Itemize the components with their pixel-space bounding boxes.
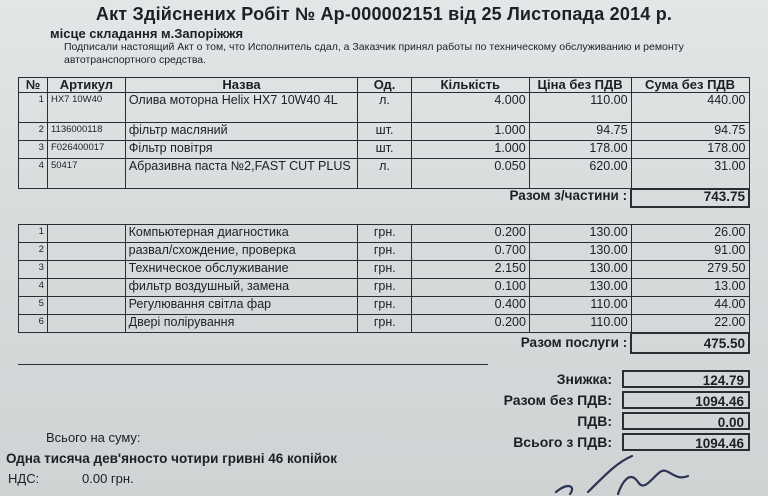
table-row xyxy=(19,123,750,141)
discount-value: 124.79 xyxy=(622,370,750,388)
goods-table xyxy=(18,77,750,208)
row-qty: 0.050 xyxy=(411,159,529,189)
row-price: 110.00 xyxy=(529,315,631,333)
signature-icon xyxy=(548,452,748,496)
row-qty: 1.000 xyxy=(411,141,529,159)
row-unit: шт. xyxy=(358,123,412,141)
row-no: 4 xyxy=(19,159,48,189)
col-header-name: Назва xyxy=(125,78,357,93)
row-article xyxy=(47,261,125,279)
row-qty: 0.200 xyxy=(412,225,530,243)
row-name: Олива моторна Helix HX7 10W40 4L xyxy=(125,93,357,123)
total-label: Всього з ПДВ: xyxy=(513,434,612,450)
table-row xyxy=(19,141,750,159)
row-article xyxy=(47,243,125,261)
row-price: 178.00 xyxy=(529,141,631,159)
row-qty: 2.150 xyxy=(412,261,530,279)
row-unit: шт. xyxy=(358,141,412,159)
row-article xyxy=(47,279,125,297)
row-unit: л. xyxy=(358,93,412,123)
row-name: Компьютерная диагностика xyxy=(125,225,358,243)
row-article xyxy=(47,315,125,333)
no-vat-label: Разом без ПДВ: xyxy=(503,392,612,408)
place-of-issue: місце складання м.Запоріжжя xyxy=(50,26,244,41)
row-unit: грн. xyxy=(358,315,412,333)
services-total-label: Разом послуги : xyxy=(520,335,628,350)
row-name: Двері полірування xyxy=(125,315,358,333)
vat-value: 0.00 xyxy=(622,412,750,430)
services-total-value: 475.50 xyxy=(631,333,749,353)
nds-label: НДС: xyxy=(8,471,40,486)
col-header-qty: Кількість xyxy=(411,78,529,93)
row-article xyxy=(47,225,125,243)
row-qty: 1.000 xyxy=(411,123,529,141)
table-row xyxy=(19,225,750,243)
row-no: 6 xyxy=(19,315,48,333)
intro-text: Подписали настоящий Акт о том, что Исполнитель сдал, а Заказчик принял работы по техническому обслуживанию и ремонту автотранспортного средства. xyxy=(64,41,684,66)
row-sum: 13.00 xyxy=(631,279,749,297)
row-no: 5 xyxy=(19,297,48,315)
row-no: 3 xyxy=(19,261,48,279)
row-qty: 4.000 xyxy=(411,93,529,123)
row-qty: 0.200 xyxy=(412,315,530,333)
nds-value: 0.00 грн. xyxy=(82,471,134,486)
row-sum: 44.00 xyxy=(631,297,749,315)
row-no: 4 xyxy=(19,279,48,297)
row-price: 620.00 xyxy=(529,159,631,189)
row-price: 110.00 xyxy=(529,93,631,123)
table-row xyxy=(19,279,750,297)
goods-total-row xyxy=(19,189,750,207)
no-vat-value: 1094.46 xyxy=(622,391,750,409)
goods-total-value: 743.75 xyxy=(631,189,749,207)
row-sum: 22.00 xyxy=(631,315,749,333)
row-article: 1136000118 xyxy=(47,123,125,141)
row-no: 3 xyxy=(19,141,48,159)
row-name: фільтр масляний xyxy=(125,123,357,141)
row-no: 1 xyxy=(19,225,48,243)
vat-label: ПДВ: xyxy=(577,413,612,429)
row-price: 110.00 xyxy=(529,297,631,315)
row-unit: грн. xyxy=(358,261,412,279)
sum-in-words: Одна тисяча дев'яносто чотири гривні 46 копійок xyxy=(6,451,338,466)
row-qty: 0.400 xyxy=(412,297,530,315)
goods-total-label: Разом з/частини : xyxy=(509,188,628,203)
col-header-unit: Од. xyxy=(358,78,412,93)
row-sum: 178.00 xyxy=(631,141,749,159)
divider-line xyxy=(18,364,488,365)
row-sum: 31.00 xyxy=(631,159,749,189)
row-price: 94.75 xyxy=(529,123,631,141)
table-row xyxy=(19,93,750,123)
row-sum: 91.00 xyxy=(631,243,749,261)
sum-caption: Всього на суму: xyxy=(46,430,141,445)
document-title: Акт Здійснених Робіт № Ар-000002151 від 25 Листопада 2014 р. xyxy=(95,4,673,24)
col-header-sum: Сума без ПДВ xyxy=(631,78,749,93)
row-name: Техническое обслуживание xyxy=(125,261,358,279)
services-total-row xyxy=(19,333,750,353)
row-unit: грн. xyxy=(358,243,412,261)
row-name: Регулювання світла фар xyxy=(125,297,358,315)
row-name: развал/схождение, проверка xyxy=(125,243,358,261)
row-article xyxy=(47,297,125,315)
services-table xyxy=(18,224,750,354)
row-unit: грн. xyxy=(358,297,412,315)
table-row xyxy=(19,159,750,189)
goods-header-row xyxy=(19,78,750,93)
table-row xyxy=(19,261,750,279)
row-name: Фільтр повітря xyxy=(125,141,357,159)
row-price: 130.00 xyxy=(529,225,631,243)
row-article: HX7 10W40 xyxy=(47,93,125,123)
row-qty: 0.700 xyxy=(412,243,530,261)
row-no: 2 xyxy=(19,243,48,261)
row-unit: грн. xyxy=(358,225,412,243)
row-unit: грн. xyxy=(358,279,412,297)
col-header-no: № xyxy=(19,78,48,93)
row-article: F026400017 xyxy=(47,141,125,159)
table-row xyxy=(19,315,750,333)
row-no: 2 xyxy=(19,123,48,141)
row-name: фильтр воздушный, замена xyxy=(125,279,358,297)
row-name: Абразивна паста №2,FAST CUT PLUS xyxy=(125,159,357,189)
row-no: 1 xyxy=(19,93,48,123)
row-sum: 94.75 xyxy=(631,123,749,141)
row-price: 130.00 xyxy=(529,261,631,279)
discount-label: Знижка: xyxy=(556,371,612,387)
row-sum: 440.00 xyxy=(631,93,749,123)
row-article: 50417 xyxy=(47,159,125,189)
col-header-article: Артикул xyxy=(47,78,125,93)
table-row xyxy=(19,243,750,261)
col-header-price: Ціна без ПДВ xyxy=(529,78,631,93)
row-unit: л. xyxy=(358,159,412,189)
total-value: 1094.46 xyxy=(622,433,750,451)
row-sum: 26.00 xyxy=(631,225,749,243)
row-price: 130.00 xyxy=(529,279,631,297)
row-price: 130.00 xyxy=(529,243,631,261)
row-sum: 279.50 xyxy=(631,261,749,279)
row-qty: 0.100 xyxy=(412,279,530,297)
table-row xyxy=(19,297,750,315)
